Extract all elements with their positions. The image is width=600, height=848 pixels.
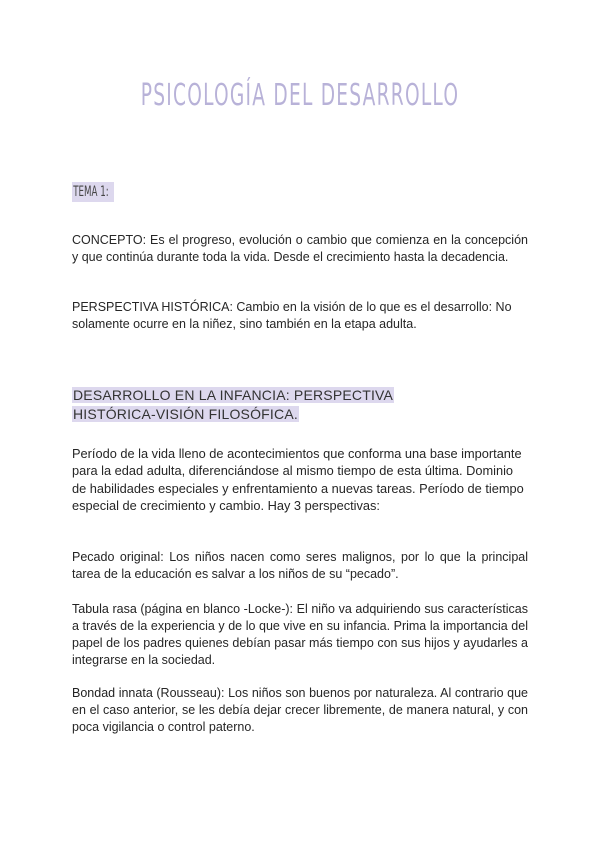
perspective-term: Bondad innata [72, 686, 153, 700]
perspective-tabula-rasa [72, 601, 528, 669]
tema-label: TEMA 1: [73, 184, 109, 200]
perspectiva-historica-paragraph: PERSPECTIVA HISTÓRICA: Cambio en la visión de lo que es el desarrollo: No solamente ocurre en la niñez, sino también en la etapa adulta. [72, 300, 512, 331]
perspective-text: : Los niños nacen como seres malignos, por lo que la principal tarea de la educación es salvar a los niños de su “pecado”. [72, 550, 528, 581]
page-title: PSICOLOGÍA DEL DESARROLLO [140, 78, 460, 113]
section-heading [72, 386, 394, 424]
concepto-paragraph: CONCEPTO: Es el progreso, evolución o cambio que comienza en la concepción y que continúa durante toda la vida. Desde el crecimiento hasta la decadencia. [72, 233, 528, 264]
periodo-paragraph: Período de la vida lleno de acontecimientos que conforma una base importante para la edad adulta, diferenciándose al mismo tiempo de esta última. Dominio de habilidades especiales y enfrentamiento a nuevas tareas. Período de tiempo especial de crecimiento y cambio. Hay 3 perspectivas: [72, 446, 524, 514]
section-heading-line1: DESARROLLO EN LA INFANCIA: PERSPECTIVA [73, 387, 394, 403]
perspective-text: (Rousseau): Los niños son buenos por naturaleza. Al contrario que en el caso anterior, se les debía dejar crecer libremente, de manera natural, y con poca vigilancia o control paterno. [72, 686, 528, 734]
perspective-term: Tabula rasa [72, 602, 137, 616]
perspective-text: (página en blanco -Locke-): El niño va adquiriendo sus características a través de la experiencia y de lo que vive en su infancia. Prima la importancia del papel de los padres quienes debían pasar más tiempo con sus hijos y ayudarles a integrarse en la sociedad. [72, 602, 529, 667]
perspective-bondad-innata [72, 685, 528, 736]
section-heading-line2: HISTÓRICA-VISIÓN FILOSÓFICA. [73, 406, 298, 422]
tema-label-highlight [72, 182, 114, 202]
perspective-term: Pecado original [72, 550, 161, 564]
perspective-pecado-original [72, 549, 528, 583]
